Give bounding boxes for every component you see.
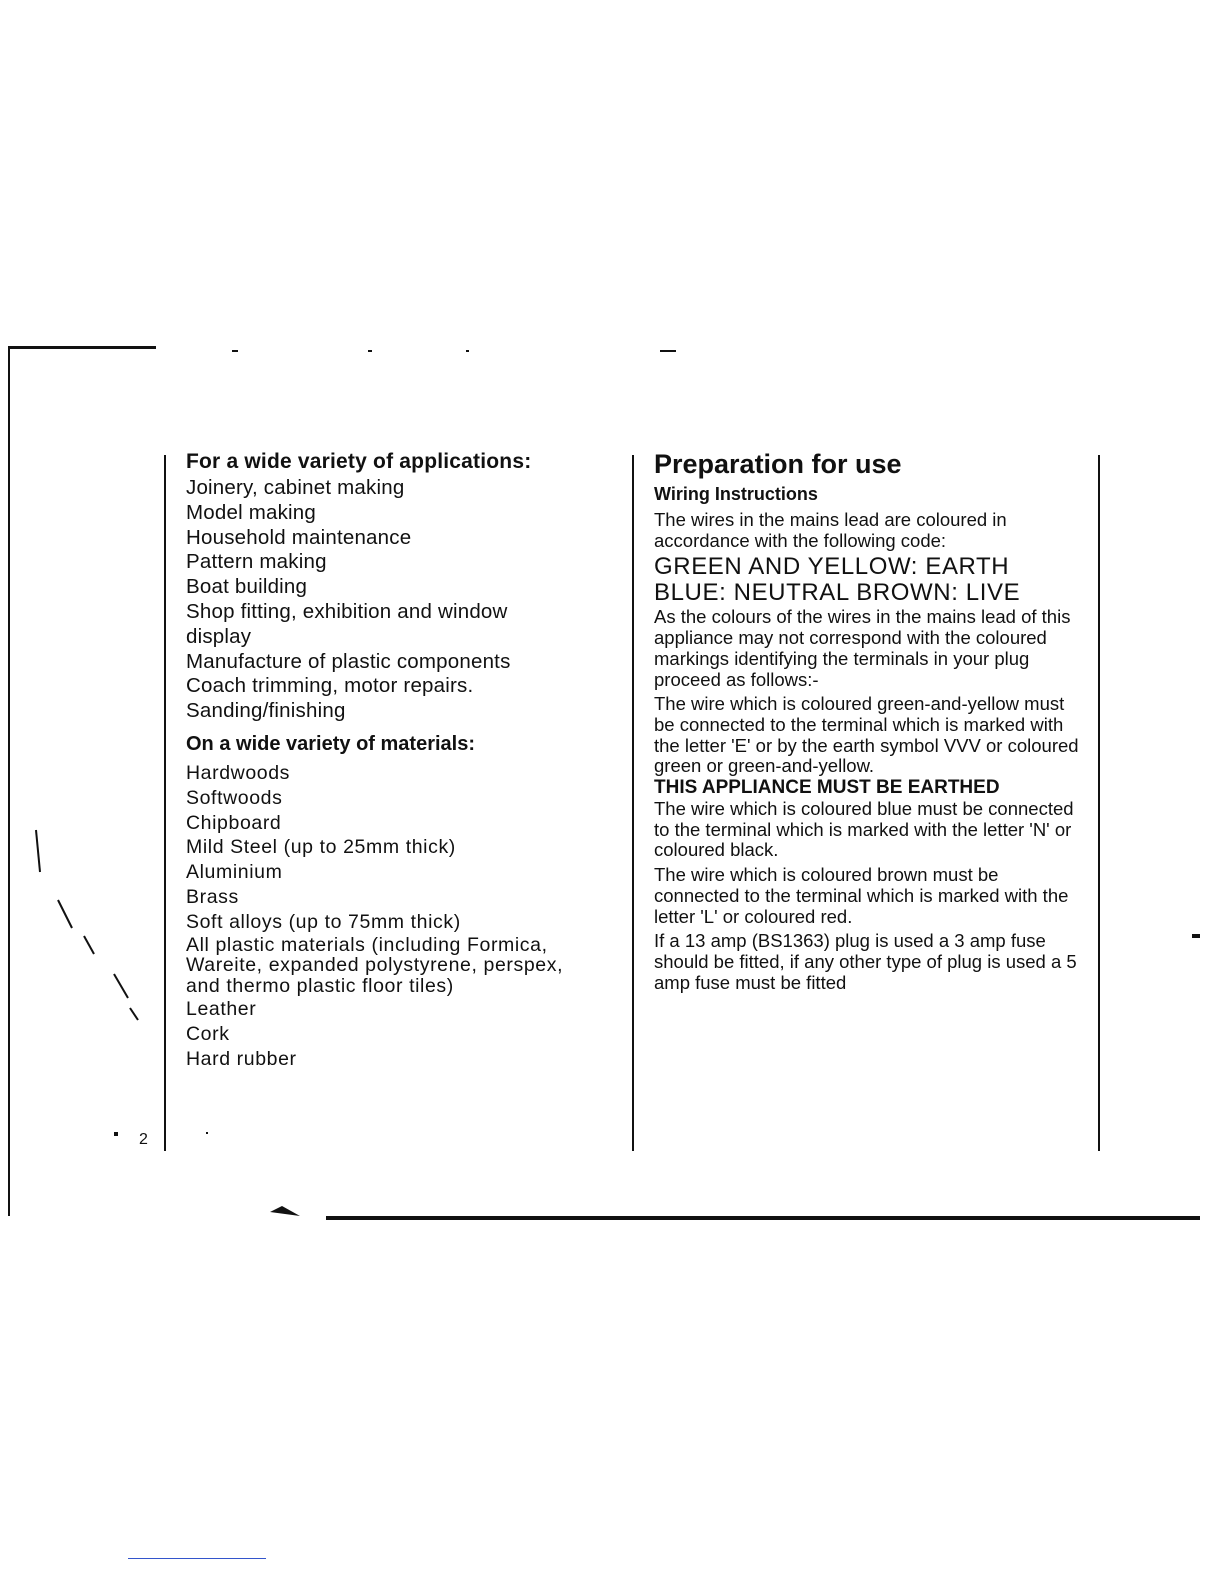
list-item: Softwoods [186, 786, 283, 809]
list-item: and thermo plastic floor tiles) [186, 975, 454, 998]
list-item: All plastic materials (including Formica, [186, 933, 548, 956]
list-item: Shop fitting, exhibition and window [186, 599, 508, 623]
paragraph: As the colours of the wires in the mains lead of this appliance may not correspond with the coloured markings identifying the terminals in your plug proceed as follows:- [654, 606, 1071, 690]
colour-code-line: GREEN AND YELLOW: EARTH [654, 553, 1010, 581]
materials-list [186, 761, 606, 1071]
page-number: 2 [139, 1131, 148, 1148]
earthing-warning: THIS APPLIANCE MUST BE EARTHED [654, 777, 1000, 799]
list-item: Hardwoods [186, 761, 291, 784]
list-item: Leather [186, 997, 257, 1020]
paragraph: If a 13 amp (BS1363) plug is used a 3 amp fuse should be fitted, if any other type of plug is used a 5 amp fuse must be fitted [654, 930, 1077, 993]
list-item: Soft alloys (up to 75mm thick) [186, 910, 461, 933]
list-item: Model making [186, 500, 317, 524]
list-item: Hard rubber [186, 1047, 297, 1070]
list-item: Mild Steel (up to 25mm thick) [186, 836, 456, 859]
paragraph: The wire which is coloured brown must be connected to the terminal which is marked with the letter 'L' or coloured red. [654, 864, 1069, 927]
list-item: Wareite, expanded polystyrene, perspex, [186, 954, 564, 977]
list-item: Joinery, cabinet making [186, 476, 405, 499]
applications-heading: For a wide variety of applications: [186, 450, 532, 473]
list-item: Brass [186, 885, 239, 908]
wiring-column [654, 448, 1084, 997]
list-item: Manufacture of plastic components [186, 649, 511, 673]
list-item: Cork [186, 1022, 230, 1045]
list-item: Household maintenance [186, 525, 412, 549]
paragraph: The wire which is coloured blue must be connected to the terminal which is marked with the letter 'N' or coloured black. [654, 798, 1074, 861]
list-item: display [186, 624, 252, 648]
materials-heading: On a wide variety of materials: [186, 732, 475, 755]
list-item: Chipboard [186, 811, 282, 834]
list-item: Pattern making [186, 550, 327, 574]
list-item: Aluminium [186, 861, 283, 884]
section-subtitle: Wiring Instructions [654, 484, 818, 504]
list-item: Boat building [186, 575, 308, 599]
right-column-rule [1098, 455, 1100, 1151]
intro-paragraph: The wires in the mains lead are coloured in accordance with the following code: [654, 509, 1007, 551]
colour-code-line: BLUE: NEUTRAL BROWN: LIVE [654, 579, 1021, 607]
applications-list [186, 476, 606, 724]
left-column-rule [164, 455, 166, 1151]
list-item: Sanding/finishing [186, 699, 346, 723]
list-item: Coach trimming, motor repairs. [186, 674, 474, 698]
page-title: Preparation for use [654, 449, 902, 479]
paragraph: The wire which is coloured green-and-yellow must be connected to the terminal which is marked with the letter 'E' or by the earth symbol VVV or coloured green or green-and-yellow. [654, 693, 1079, 777]
middle-column-rule [632, 455, 634, 1151]
applications-column [186, 448, 606, 1071]
